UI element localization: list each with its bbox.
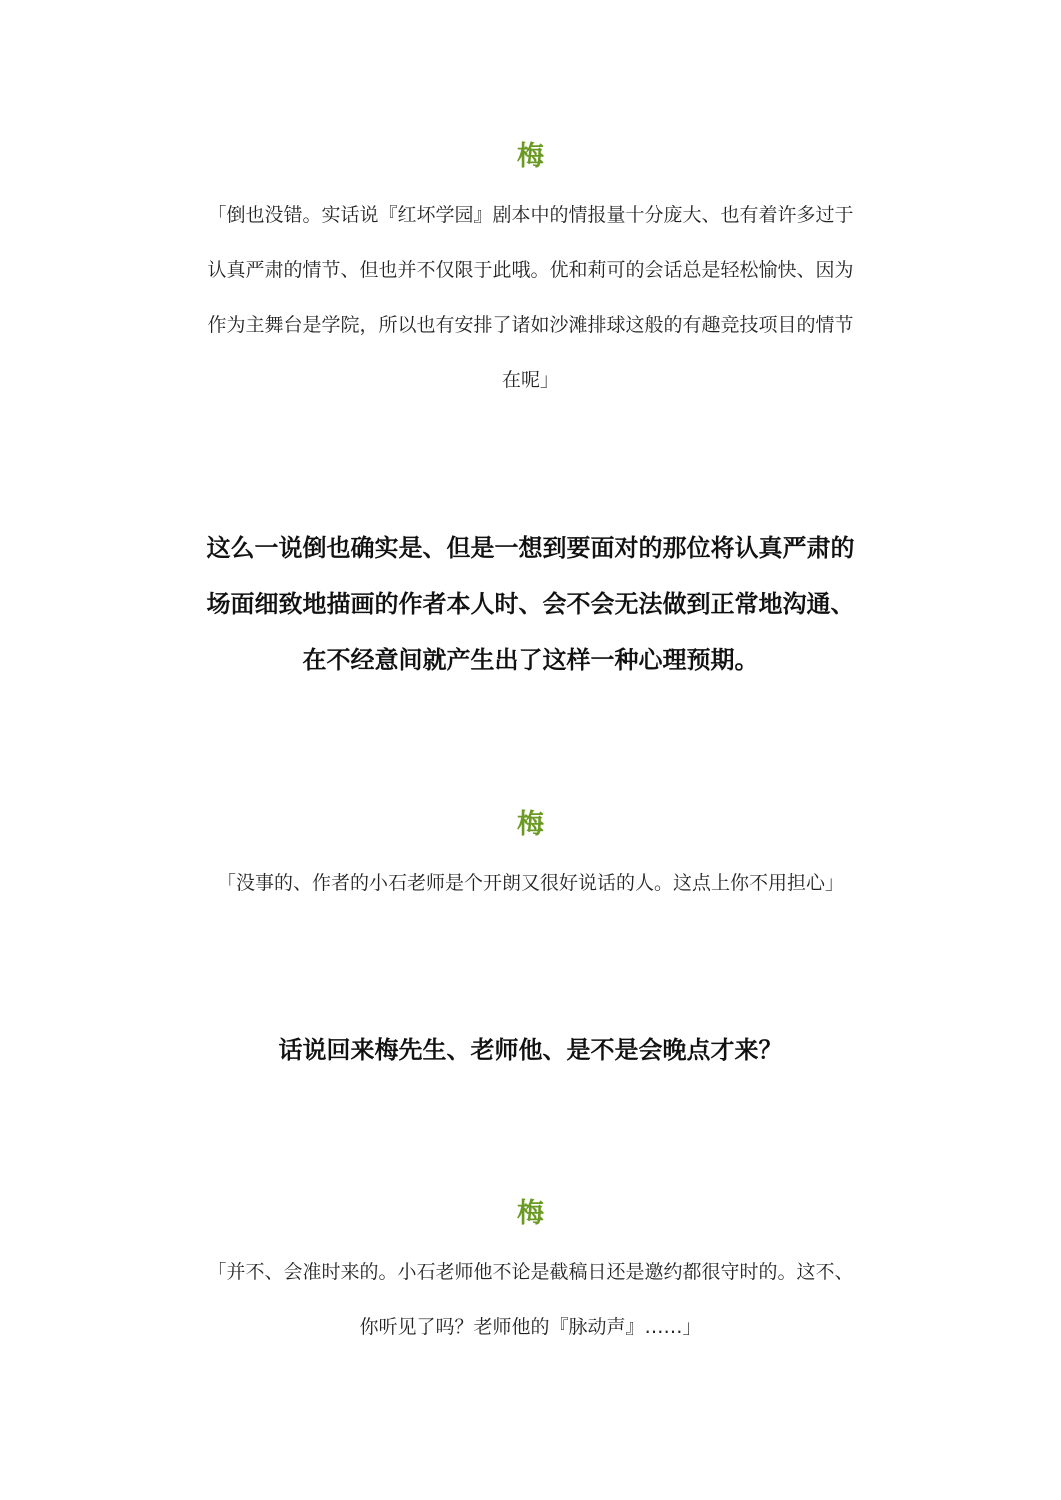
narration-text <box>150 520 911 688</box>
narration-text <box>150 1022 911 1078</box>
dialogue-line: 「并不、会准时来的。小石老师他不论是截稿日还是邀约都很守时的。这不、 <box>207 1261 854 1283</box>
dialogue-line: 认真严肃的情节、但也并不仅限于此哦。优和莉可的会话总是轻松愉快、因为 <box>207 259 854 281</box>
dialogue-line: 「没事的、作者的小石老师是个开朗又很好说话的人。这点上你不用担心」 <box>216 872 844 894</box>
speaker-name: 梅 <box>517 809 544 840</box>
dialogue-line: 「倒也没错。实话说『红坏学园』剧本中的情报量十分庞大、也有着许多过于 <box>207 204 854 226</box>
dialogue-block-1 <box>150 140 911 408</box>
narration-line: 场面细致地描画的作者本人时、会不会无法做到正常地沟通、 <box>206 590 855 618</box>
dialogue-text <box>150 856 911 911</box>
narration-line: 这么一说倒也确实是、但是一想到要面对的那位将认真严肃的 <box>206 534 855 562</box>
narration-line: 话说回来梅先生、老师他、是不是会晚点才来？ <box>278 1036 783 1064</box>
narration-line: 在不经意间就产生出了这样一种心理预期。 <box>302 646 759 674</box>
narration-block-1 <box>150 520 911 688</box>
dialogue-line: 作为主舞台是学院，所以也有安排了诸如沙滩排球这般的有趣竞技项目的情节 <box>207 314 854 336</box>
narration-block-2 <box>150 1022 911 1078</box>
speaker-name: 梅 <box>517 1198 544 1229</box>
dialogue-text <box>150 188 911 408</box>
speaker-name: 梅 <box>517 141 544 172</box>
dialogue-line: 你听见了吗？老师他的『脉动声』……」 <box>359 1316 702 1338</box>
dialogue-text <box>150 1245 911 1355</box>
dialogue-line: 在呢」 <box>501 369 559 391</box>
dialogue-block-3 <box>150 1197 911 1355</box>
dialogue-block-2 <box>150 808 911 911</box>
